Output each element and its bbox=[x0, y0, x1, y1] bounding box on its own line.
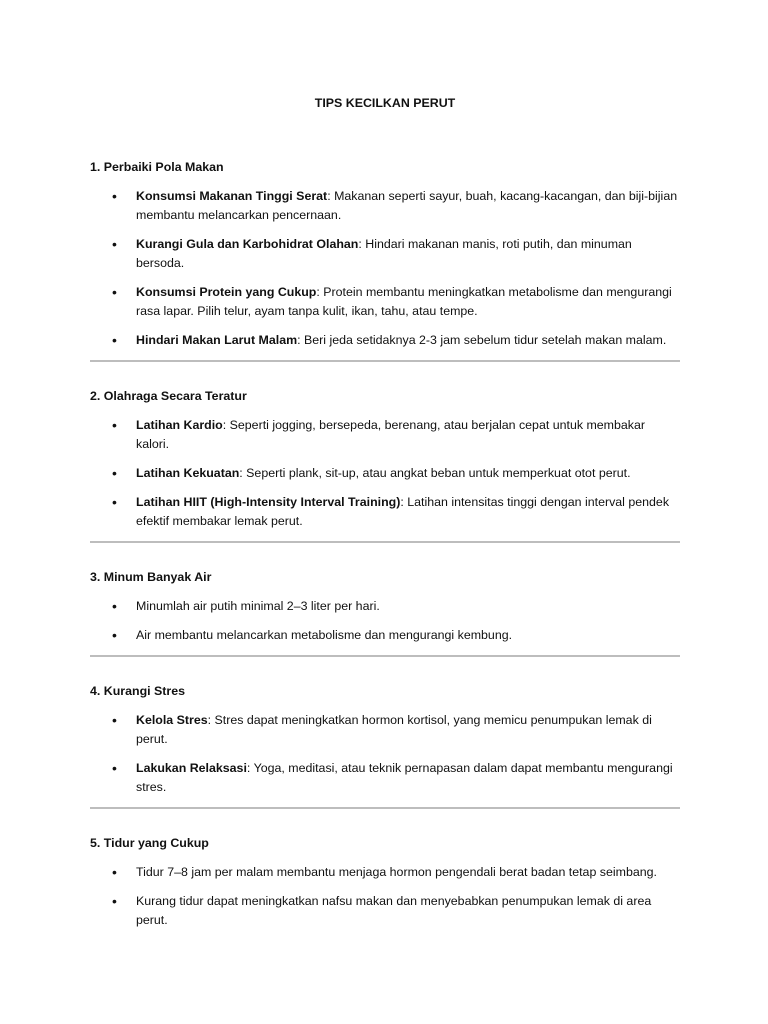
list-item bbox=[90, 331, 680, 350]
section-tidur-yang-cukup bbox=[90, 834, 680, 930]
list-item bbox=[90, 187, 680, 225]
item-text: : Makanan seperti sayur, buah, kacang-kacangan, dan biji-bijian membantu melancarkan pencernaan. bbox=[136, 189, 678, 222]
item-term: Kurangi Gula dan Karbohidrat Olahan bbox=[136, 237, 359, 251]
document-title: TIPS KECILKAN PERUT bbox=[314, 96, 456, 110]
item-text: : Protein membantu meningkatkan metabolisme dan mengurangi rasa lapar. Pilih telur, ayam tanpa kulit, ikan, tahu, atau tempe. bbox=[136, 285, 672, 318]
item-text: : Beri jeda setidaknya 2-3 jam sebelum tidur setelah makan malam. bbox=[297, 333, 667, 347]
item-text: Minumlah air putih minimal 2–3 liter per hari. bbox=[136, 599, 380, 613]
list-item bbox=[90, 493, 680, 531]
section-heading: 1. Perbaiki Pola Makan bbox=[90, 160, 224, 174]
section-divider bbox=[90, 360, 680, 362]
list-item bbox=[90, 863, 680, 882]
item-text: Kurang tidur dapat meningkatkan nafsu makan dan menyebabkan penumpukan lemak di area perut. bbox=[136, 894, 652, 927]
section-perbaiki-pola-makan bbox=[90, 158, 680, 350]
item-term: Kelola Stres bbox=[136, 713, 208, 727]
section-heading: 3. Minum Banyak Air bbox=[90, 570, 212, 584]
section-minum-banyak-air bbox=[90, 568, 680, 645]
item-text: : Seperti jogging, bersepeda, berenang, atau berjalan cepat untuk membakar kalori. bbox=[136, 418, 645, 451]
item-text: : Seperti plank, sit-up, atau angkat beban untuk memperkuat otot perut. bbox=[239, 466, 631, 480]
section-heading: 4. Kurangi Stres bbox=[90, 684, 186, 698]
item-term: Hindari Makan Larut Malam bbox=[136, 333, 298, 347]
item-term: Konsumsi Makanan Tinggi Serat bbox=[136, 189, 328, 203]
section-divider bbox=[90, 541, 680, 543]
bullet-list bbox=[90, 711, 680, 797]
bullet-list bbox=[90, 416, 680, 531]
bullet-list bbox=[90, 597, 680, 645]
list-item bbox=[90, 283, 680, 321]
item-term: Latihan Kekuatan bbox=[136, 466, 240, 480]
list-item bbox=[90, 892, 680, 930]
section-heading: 5. Tidur yang Cukup bbox=[90, 836, 209, 850]
bullet-list bbox=[90, 187, 680, 350]
item-text: : Latihan intensitas tinggi dengan interval pendek efektif membakar lemak perut. bbox=[136, 495, 670, 528]
list-item bbox=[90, 416, 680, 454]
item-text: : Stres dapat meningkatkan hormon kortisol, yang memicu penumpukan lemak di perut. bbox=[136, 713, 652, 746]
item-text: : Hindari makanan manis, roti putih, dan minuman bersoda. bbox=[136, 237, 632, 270]
list-item bbox=[90, 759, 680, 797]
item-term: Konsumsi Protein yang Cukup bbox=[136, 285, 317, 299]
item-term: Lakukan Relaksasi bbox=[136, 761, 247, 775]
section-divider bbox=[90, 655, 680, 657]
list-item bbox=[90, 626, 680, 645]
section-kurangi-stres bbox=[90, 682, 680, 797]
item-term: Latihan HIIT (High-Intensity Interval Training) bbox=[136, 495, 401, 509]
list-item bbox=[90, 235, 680, 273]
item-term: Latihan Kardio bbox=[136, 418, 223, 432]
list-item bbox=[90, 711, 680, 749]
section-divider bbox=[90, 807, 680, 809]
bullet-list bbox=[90, 863, 680, 930]
item-text: : Yoga, meditasi, atau teknik pernapasan dalam dapat membantu mengurangi stres. bbox=[136, 761, 673, 794]
list-item bbox=[90, 464, 680, 483]
item-text: Tidur 7–8 jam per malam membantu menjaga hormon pengendali berat badan tetap seimbang. bbox=[136, 865, 657, 879]
list-item bbox=[90, 597, 680, 616]
item-text: Air membantu melancarkan metabolisme dan mengurangi kembung. bbox=[136, 628, 513, 642]
section-olahraga-secara-teratur bbox=[90, 387, 680, 531]
section-heading: 2. Olahraga Secara Teratur bbox=[90, 389, 247, 403]
